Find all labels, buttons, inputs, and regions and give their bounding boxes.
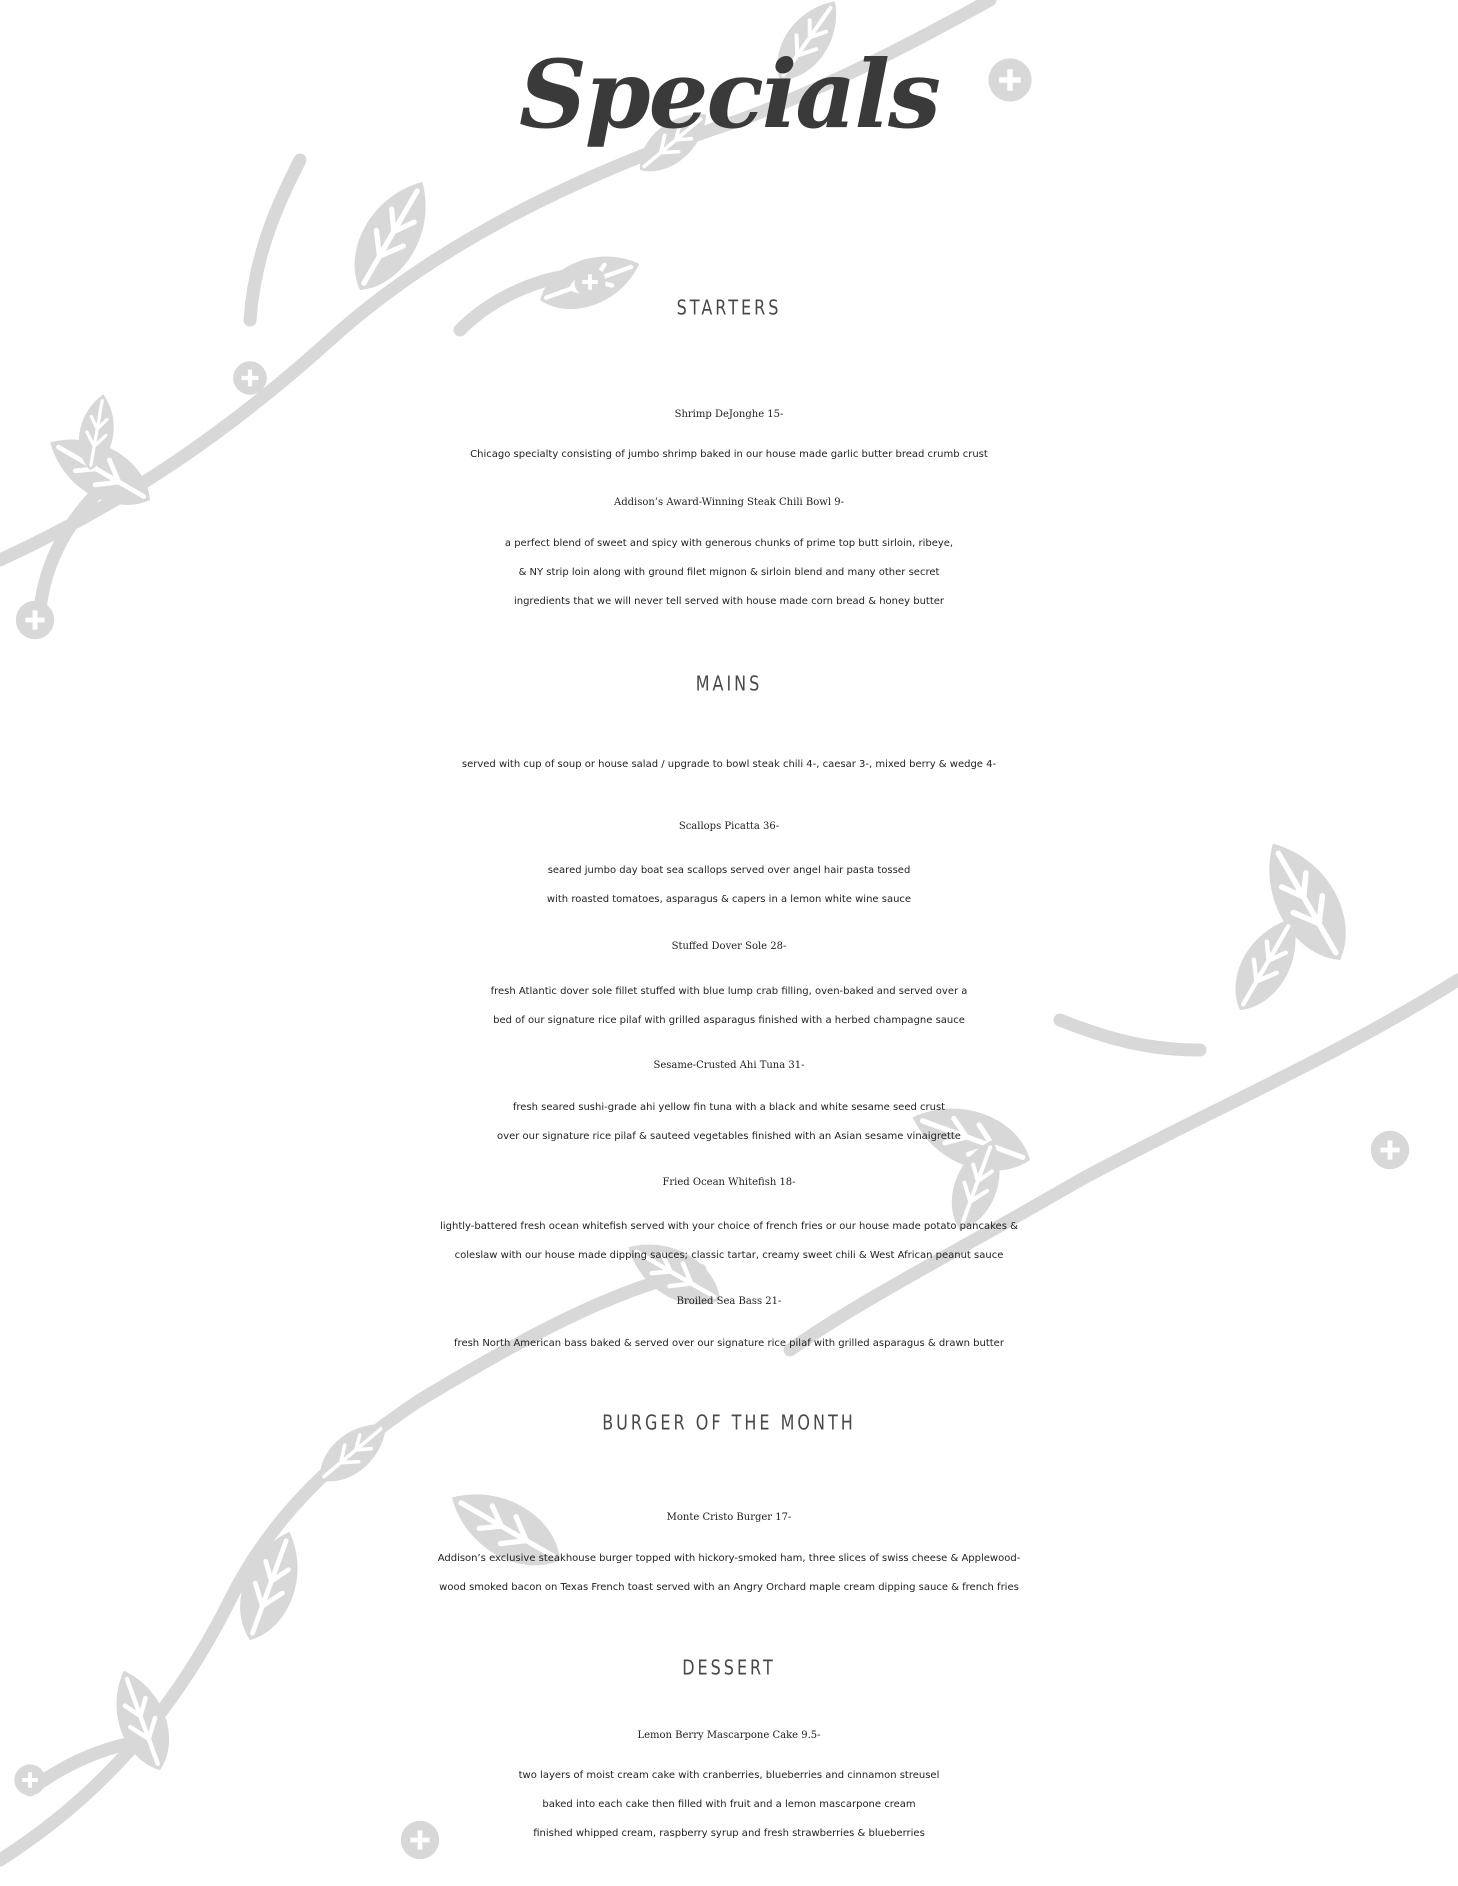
item-title: Addison’s Award-Winning Steak Chili Bowl 9- bbox=[614, 497, 844, 508]
item-description: seared jumbo day boat sea scallops served over angel hair pasta tossed bbox=[547, 865, 911, 876]
item-description: bed of our signature rice pilaf with grilled asparagus finished with a herbed champagne sauce bbox=[493, 1015, 965, 1026]
item-title: Stuffed Dover Sole 28- bbox=[671, 941, 787, 952]
item-description: over our signature rice pilaf & sauteed vegetables finished with an Asian sesame vinaigrette bbox=[497, 1131, 961, 1142]
item-title: Fried Ocean Whitefish 18- bbox=[662, 1177, 796, 1188]
item-description: Addison’s exclusive steakhouse burger topped with hickory-smoked ham, three slices of swiss cheese & Applewood- bbox=[437, 1553, 1021, 1564]
item-description: & NY strip loin along with ground filet mignon & sirloin blend and many other secret bbox=[518, 567, 940, 578]
item-description: with roasted tomatoes, asparagus & capers in a lemon white wine sauce bbox=[546, 894, 912, 905]
section-heading-starters: STARTERS bbox=[676, 295, 782, 320]
item-description: finished whipped cream, raspberry syrup and fresh strawberries & blueberries bbox=[533, 1828, 925, 1839]
item-title: Shrimp DeJonghe 15- bbox=[674, 409, 784, 420]
item-title: Broiled Sea Bass 21- bbox=[676, 1296, 782, 1307]
item-title: Sesame-Crusted Ahi Tuna 31- bbox=[653, 1060, 805, 1071]
item-description: Chicago specialty consisting of jumbo shrimp baked in our house made garlic butter bread crumb crust bbox=[470, 449, 988, 460]
item-description: lightly-battered fresh ocean whitefish served with your choice of french fries or our house made potato pancakes & bbox=[440, 1221, 1018, 1232]
section-note: served with cup of soup or house salad / upgrade to bowl steak chili 4-, caesar 3-, mixed berry & wedge 4- bbox=[461, 759, 997, 770]
item-description: a perfect blend of sweet and spicy with generous chunks of prime top butt sirloin, ribeye, bbox=[504, 538, 954, 549]
section-heading-dessert: DESSERT bbox=[682, 1655, 776, 1680]
item-description: fresh seared sushi-grade ahi yellow fin tuna with a black and white sesame seed crust bbox=[512, 1102, 946, 1113]
item-description: fresh Atlantic dover sole fillet stuffed with blue lump crab filling, oven-baked and served over a bbox=[490, 986, 968, 997]
page-title: Specials bbox=[519, 40, 939, 150]
item-description: two layers of moist cream cake with cranberries, blueberries and cinnamon streusel bbox=[518, 1770, 940, 1781]
item-description: ingredients that we will never tell served with house made corn bread & honey butter bbox=[513, 596, 945, 607]
item-title: Scallops Picatta 36- bbox=[678, 821, 780, 832]
item-description: coleslaw with our house made dipping sauces; classic tartar, creamy sweet chili & West African peanut sauce bbox=[454, 1250, 1004, 1261]
section-heading-burger: BURGER OF THE MONTH bbox=[602, 1410, 856, 1435]
item-title: Monte Cristo Burger 17- bbox=[666, 1512, 792, 1523]
section-heading-mains: MAINS bbox=[695, 671, 763, 696]
item-description: baked into each cake then filled with fruit and a lemon mascarpone cream bbox=[542, 1799, 916, 1810]
item-description: wood smoked bacon on Texas French toast served with an Angry Orchard maple cream dipping sauce & french fries bbox=[439, 1582, 1019, 1593]
item-title: Lemon Berry Mascarpone Cake 9.5- bbox=[637, 1730, 821, 1741]
item-description: fresh North American bass baked & served over our signature rice pilaf with grilled asparagus & drawn butter bbox=[454, 1338, 1004, 1349]
